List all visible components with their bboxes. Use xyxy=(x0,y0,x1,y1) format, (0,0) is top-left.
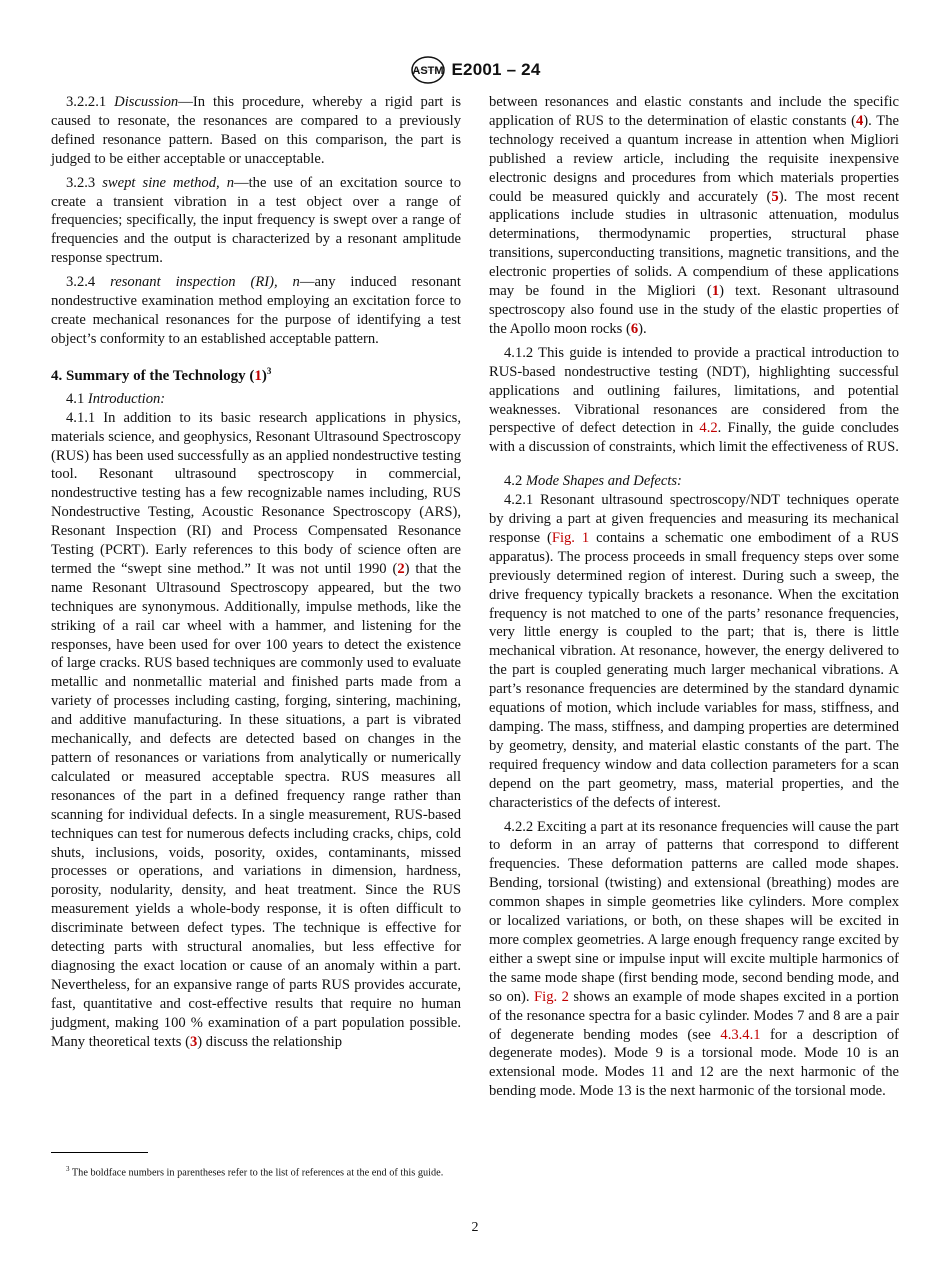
paragraph-4-2-2: 4.2.2 Exciting a part at its resonance frequencies will cause the part to deform in an array of patterns that correspond to different frequencies. These deformation patterns are called mode shapes. Bending, torsional (twisting) and extensional (breathing) modes are common shapes in simple geometries like cylinders. More complex or localized variations, or both, on these shapes will be excited in more complex geometries. A large enough frequency range excited by either a swept sine or impulse input will excite multiple harmonics of the same mode shape (first bending mode, second bending mode, and so on). Fig. 2 shows an example of mode shapes excited in a portion of the resonance spectra for a basic cylinder. Modes 7 and 8 are a pair of degenerate bending modes (see 4.3.4.1 for a description of degenerate modes). Mode 9 is a torsional mode. Mode 10 is an extensional mode. Modes 11 and 12 are the next harmonic of the bending mode. Mode 13 is the next harmonic of the torsional mode. xyxy=(489,818,899,1100)
paragraph-3-2-3: 3.2.3 swept sine method, n—the use of an excitation source to create a transient vibration in a test object over a range of frequencies; specifically, the input frequency is swept over a range of frequencies and the output is characterized by a resonant amplitude response spectrum. xyxy=(51,174,461,267)
reference-link-6[interactable]: 6 xyxy=(630,320,639,337)
left-column xyxy=(51,93,461,1057)
term-swept-sine: swept sine method, n xyxy=(102,174,234,191)
figure-link-2[interactable]: Fig. 2 xyxy=(534,988,569,1005)
paragraph-4-1-1: 4.1.1 In addition to its basic research applications in physics, materials science, and geophysics, Resonant Ultrasound Spectroscopy (RUS) has been used successfully as an applied nondestructive testing tool. Resonant ultrasound spectroscopy in commercial, nondestructive testing has a few recognizable names including, RUS Nondestructive Testing, Acoustic Resonance Spectroscopy (ARS), Resonant Inspection (RI) and Process Compensated Resonance Testing (PCRT). Early references to this body of science often are termed the “swept sine method.” It was not until 1990 (2) that the name Resonant Ultrasound Spectroscopy appeared, but the two techniques are synonymous. Additionally, impulse methods, like the striking of a rail car wheel with a hammer, and listening for the responses, have been used for over 100 years to detect the existence of large cracks. RUS based techniques are commonly used to evaluate metallic and nonmetallic material and finished parts made from a variety of processes including casting, forging, sintering, machining, and additive manufacturing. In these situations, a part is vibrated mechanically, and defects are detected based on changes in the pattern of resonances or variations from analytically or numerically calculated or measured acceptable spectra. RUS measures all resonances of the part in a defined frequency range rather than scanning for individual defects. In a single measurement, RUS-based techniques can test for numerous defects including cracks, chips, cold shuts, inclusions, voids, posority, oxides, contaminants, missed processes or operations, and variations in dimension, hardness, porosity, nodularity, density, and heat treatment. Since the RUS measurement yields a whole-body response, it is often difficult to discriminate between defect types. The technique is effective for detecting parts with structural anomalies, but less effective for diagnosing the exact location or cause of an anomaly within a part. Nevertheless, for an expansive range of parts RUS provides accurate, fast, quantitative and cost-effective results that require no human judgment, making 100 % examination of a part population possible. Many theoretical texts (3) discuss the relationship xyxy=(51,409,461,1050)
paragraph-4-1-1-continued: between resonances and elastic constants and include the specific application of RUS to the determination of elastic constants (4). The technology received a quantum increase in attention when Migliori published a review article, including the requisite inexpensive electronic designs and procedures from which materials properties could be measured quickly and accurately (5). The most recent applications include studies in ultrasonic attenuation, modulus determinations, thermodynamic properties, structural phase transitions, superconducting transitions, magnetic transitions, and the electronic properties of solids. A compendium of these applications may be found in the Migliori (1) text. Resonant ultrasound spectroscopy also found use in the study of the elastic properties of the Apollo moon rocks (6). xyxy=(489,94,900,337)
page-header xyxy=(0,55,950,85)
astm-logo-icon xyxy=(410,55,446,85)
section-link-4-2[interactable]: 4.2 xyxy=(699,420,718,437)
subsection-4-2: 4.2 Mode Shapes and Defects: xyxy=(504,473,682,490)
paragraph-3-2-2-1: 3.2.2.1 Discussion—In this procedure, whereby a rigid part is caused to resonate, the resonances are compared to a previously defined resonance pattern. Based on this comparison, the part is judged to be either acceptable or unacceptable. xyxy=(51,94,461,167)
term-discussion: Discussion xyxy=(114,94,179,110)
footnote-divider xyxy=(51,1152,148,1153)
reference-link-2[interactable]: 2 xyxy=(397,560,405,577)
svg-text:ASTM: ASTM xyxy=(411,65,444,77)
reference-link-5[interactable]: 5 xyxy=(771,188,779,205)
document-id: E2001 – 24 xyxy=(451,60,541,79)
page-number: 2 xyxy=(471,1220,479,1235)
section-link-4-3-4-1[interactable]: 4.3.4.1 xyxy=(720,1026,761,1043)
term-resonant-inspection: resonant inspection (RI), n xyxy=(110,274,300,291)
reference-link-1[interactable]: 1 xyxy=(254,367,262,384)
reference-link-4[interactable]: 4 xyxy=(856,112,864,129)
paragraph-4-1-2: 4.1.2 This guide is intended to provide a practical introduction to RUS-based nondestructive testing (NDT), highlighting successful applications and outlining failures, limitations, and potential weaknesses. Vibrational resonances are considered from the perspective of defect detection in 4.2. Finally, the guide concludes with a discussion of constraints, which limit the effectiveness of RUS. xyxy=(489,344,899,456)
figure-link-1[interactable]: Fig. 1 xyxy=(551,529,590,546)
paragraph-4-2-1: 4.2.1 Resonant ultrasound spectroscopy/NDT techniques operate by driving a part at given frequencies and measuring its mechanical response (Fig. 1 contains a schematic one embodiment of a RUS apparatus). The process proceeds in small frequency steps over some previously determined region of interest. During such a sweep, the drive frequency typically brackets a resonance. When the excitation frequency is not matched to one of the parts’ resonance frequencies, very little energy is coupled to the part; that is, there is little mechanical vibration. At resonance, however, the energy delivered to the part is coupled generating much larger mechanical vibrations. A part’s resonance frequencies are determined by the standard dynamic equations of motion, which include variables for mass, stiffness, and damping. The mass, stiffness, and damping properties are determined by geometry, density, and material elastic constants of the part. The required frequency window and data collection parameters for a scan depend on the part geometry, mass, material properties, and the characteristics of the defects of interest. xyxy=(489,492,899,811)
footnote-3: $^3$ The boldface numbers in parentheses refer to the list of references at the end of this guide. xyxy=(66,1165,444,1179)
section-4-heading: 4. Summary of the Technology $(1)^3$ xyxy=(51,365,272,384)
subsection-4-1: 4.1 Introduction: xyxy=(66,390,166,407)
footnote-mark[interactable]: 3 xyxy=(266,365,272,376)
right-column xyxy=(489,93,899,1106)
paragraph-3-2-4: 3.2.4 resonant inspection (RI), n—any induced resonant nondestructive examination method employing an excitation force to create mechanical resonances for the purpose of identifying a test object’s conformity to an established acceptable pattern. xyxy=(51,274,461,347)
reference-link-1b[interactable]: 1 xyxy=(711,283,720,300)
reference-link-3[interactable]: 3 xyxy=(190,1033,198,1050)
